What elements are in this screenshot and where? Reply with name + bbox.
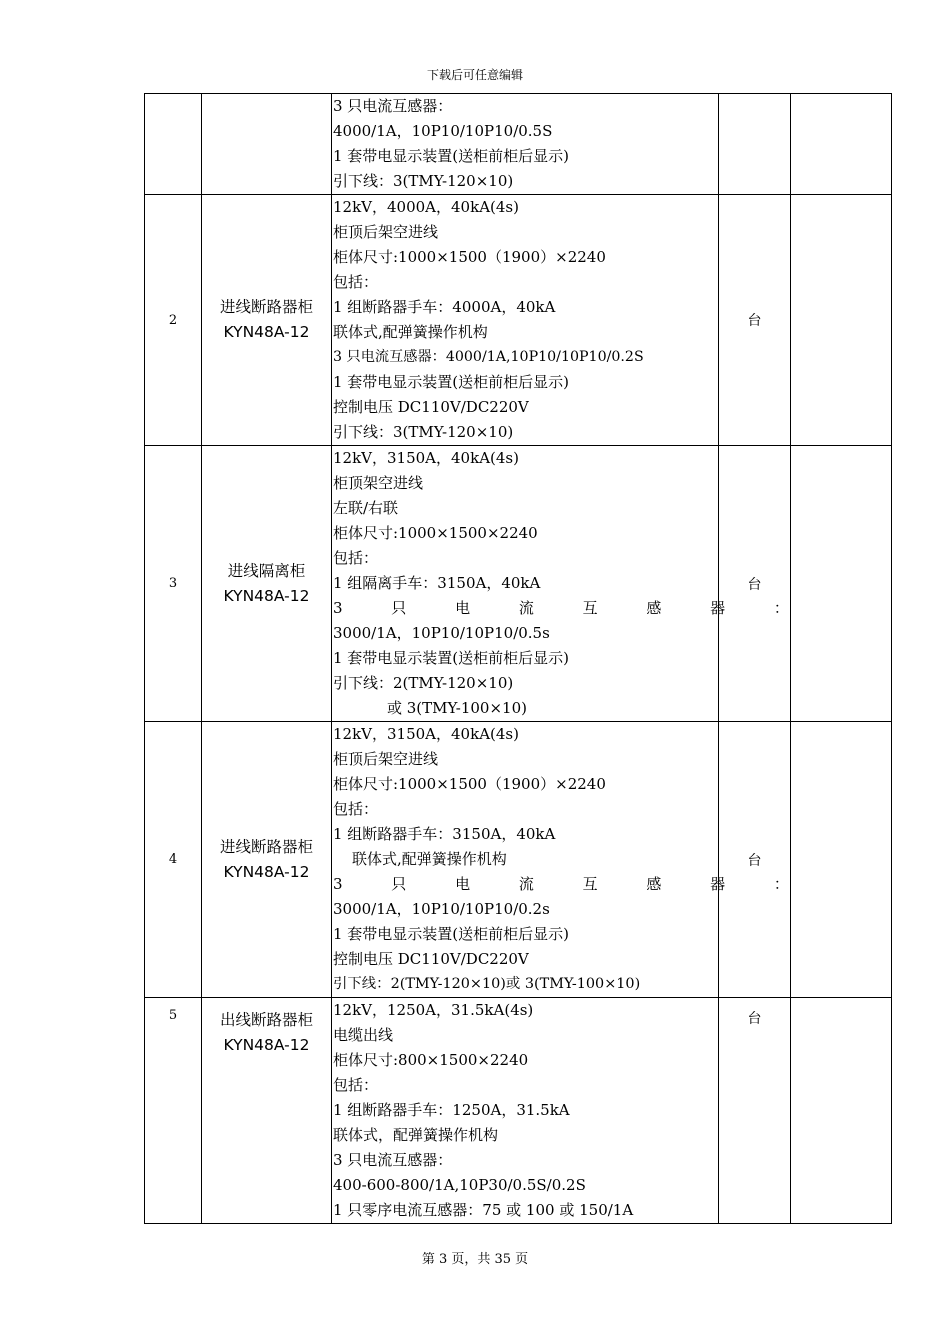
spec-line: 包括： bbox=[333, 273, 379, 291]
spec-description bbox=[332, 446, 789, 722]
row-number: 2 bbox=[145, 195, 202, 446]
cabinet-name bbox=[202, 94, 332, 195]
cabinet-name bbox=[202, 446, 332, 722]
cabinet-name bbox=[202, 195, 332, 446]
spec-line: 1 组隔离手车：3150A，40kA bbox=[333, 574, 541, 592]
spec-line: 柜体尺寸:1000×1500（1900）×2240 bbox=[333, 775, 606, 793]
cabinet-model-text: KYN48A-12 bbox=[223, 862, 310, 881]
spec-line: 柜顶后架空进线 bbox=[333, 223, 439, 241]
spec-line: 4000/1A，10P10/10P10/0.5S bbox=[333, 122, 553, 140]
spec-line: 控制电压 DC110V/DC220V bbox=[333, 950, 529, 968]
spec-description bbox=[332, 998, 719, 1224]
cabinet-model-text: KYN48A-12 bbox=[223, 323, 310, 341]
cabinet-model-text: KYN48A-12 bbox=[223, 586, 310, 605]
table-row bbox=[145, 446, 892, 722]
spec-line: 柜顶架空进线 bbox=[333, 474, 424, 492]
cabinet-name-text: 进线断路器柜 bbox=[219, 298, 313, 316]
spec-line: 柜顶后架空进线 bbox=[333, 750, 439, 768]
spec-line: 1 组断路器手车：3150A，40kA bbox=[333, 825, 556, 843]
spec-line: 引下线：3(TMY-120×10) bbox=[333, 172, 514, 190]
spec-line: 12kV，3150A，40kA(4s) bbox=[333, 449, 519, 467]
spec-line: 3000/1A，10P10/10P10/0.2s bbox=[333, 900, 550, 918]
spec-line: 引下线：2(TMY-120×10)或 3(TMY-100×10) bbox=[333, 976, 641, 992]
spec-line: 3 只电流互感器：4000/1A,10P10/10P10/0.2S bbox=[333, 349, 644, 365]
spec-line: 控制电压 DC110V/DC220V bbox=[333, 398, 529, 416]
remark-cell bbox=[791, 195, 892, 446]
spec-description bbox=[332, 722, 789, 998]
spec-line: 400-600-800/1A,10P30/0.5S/0.2S bbox=[333, 1176, 586, 1194]
spec-line: 包括： bbox=[333, 1076, 379, 1094]
remark-cell bbox=[791, 94, 892, 195]
remark-cell bbox=[791, 722, 892, 998]
row-number: 5 bbox=[145, 998, 202, 1224]
cabinet-name-text: 进线断路器柜 bbox=[219, 837, 313, 856]
spec-line: 引下线：3(TMY-120×10) bbox=[333, 423, 514, 441]
spec-line: 联体式,配弹簧操作机构 bbox=[333, 323, 488, 341]
spec-line: 包括： bbox=[333, 549, 379, 567]
spec-line: 柜体尺寸:1000×1500×2240 bbox=[333, 524, 538, 542]
spec-description bbox=[332, 195, 719, 446]
spec-line: 1 组断路器手车：4000A，40kA bbox=[333, 298, 556, 316]
spec-line: 联体式，配弹簧操作机构 bbox=[333, 1126, 499, 1144]
table-row bbox=[145, 195, 892, 446]
table-row bbox=[145, 722, 892, 998]
spec-line: 12kV，3150A，40kA(4s) bbox=[333, 725, 519, 743]
spec-line: 1 只零序电流互感器：75 或 100 或 150/1A bbox=[333, 1201, 634, 1219]
cabinet-name bbox=[202, 998, 332, 1224]
spec-line: 1 套带电显示装置(送柜前柜后显示) bbox=[333, 649, 570, 667]
spec-line: 1 套带电显示装置(送柜前柜后显示) bbox=[333, 373, 570, 391]
table-row bbox=[145, 94, 892, 195]
spec-line: 柜体尺寸:1000×1500（1900）×2240 bbox=[333, 248, 606, 266]
unit-cell bbox=[719, 94, 791, 195]
spec-line: 3000/1A，10P10/10P10/0.5s bbox=[333, 624, 550, 642]
spec-line: 联体式,配弹簧操作机构 bbox=[352, 850, 507, 868]
unit-cell: 台 bbox=[719, 722, 791, 998]
row-number: 3 bbox=[145, 446, 202, 722]
spec-line: 3 只 电 流 互 感 器 ： bbox=[333, 599, 789, 617]
unit-cell: 台 bbox=[719, 998, 791, 1224]
remark-cell bbox=[791, 446, 892, 722]
unit-cell: 台 bbox=[719, 446, 791, 722]
page-header: 下载后可任意编辑 bbox=[426, 68, 523, 82]
row-number: 4 bbox=[145, 722, 202, 998]
spec-line: 电缆出线 bbox=[333, 1026, 394, 1044]
spec-line: 3 只 电 流 互 感 器 ： bbox=[333, 875, 789, 893]
spec-line: 1 套带电显示装置(送柜前柜后显示) bbox=[333, 925, 570, 943]
spec-line: 1 组断路器手车：1250A，31.5kA bbox=[333, 1101, 570, 1119]
cabinet-name-text: 出线断路器柜 bbox=[219, 1011, 313, 1029]
spec-line: 12kV，4000A，40kA(4s) bbox=[333, 198, 519, 216]
spec-line: 或 3(TMY-100×10) bbox=[387, 699, 527, 717]
spec-description bbox=[332, 94, 719, 195]
spec-line: 3 只电流互感器： bbox=[333, 1151, 453, 1169]
spec-line: 1 套带电显示装置(送柜前柜后显示) bbox=[333, 147, 570, 165]
spec-line: 柜体尺寸:800×1500×2240 bbox=[333, 1051, 529, 1069]
spec-line: 3 只电流互感器： bbox=[333, 97, 453, 115]
cabinet-name bbox=[202, 722, 332, 998]
spec-line: 12kV，1250A，31.5kA(4s) bbox=[333, 1001, 534, 1019]
page-footer: 第 3 页，共 35 页 bbox=[421, 1252, 529, 1267]
spec-line: 引下线：2(TMY-120×10) bbox=[333, 674, 514, 692]
row-number bbox=[145, 94, 202, 195]
equipment-table bbox=[144, 93, 892, 1224]
cabinet-model-text: KYN48A-12 bbox=[223, 1036, 310, 1054]
spec-line: 包括： bbox=[333, 800, 379, 818]
spec-line: 左联/右联 bbox=[333, 499, 399, 517]
cabinet-name-text: 进线隔离柜 bbox=[227, 561, 306, 580]
unit-cell: 台 bbox=[719, 195, 791, 446]
remark-cell bbox=[791, 998, 892, 1224]
table-row bbox=[145, 998, 892, 1224]
